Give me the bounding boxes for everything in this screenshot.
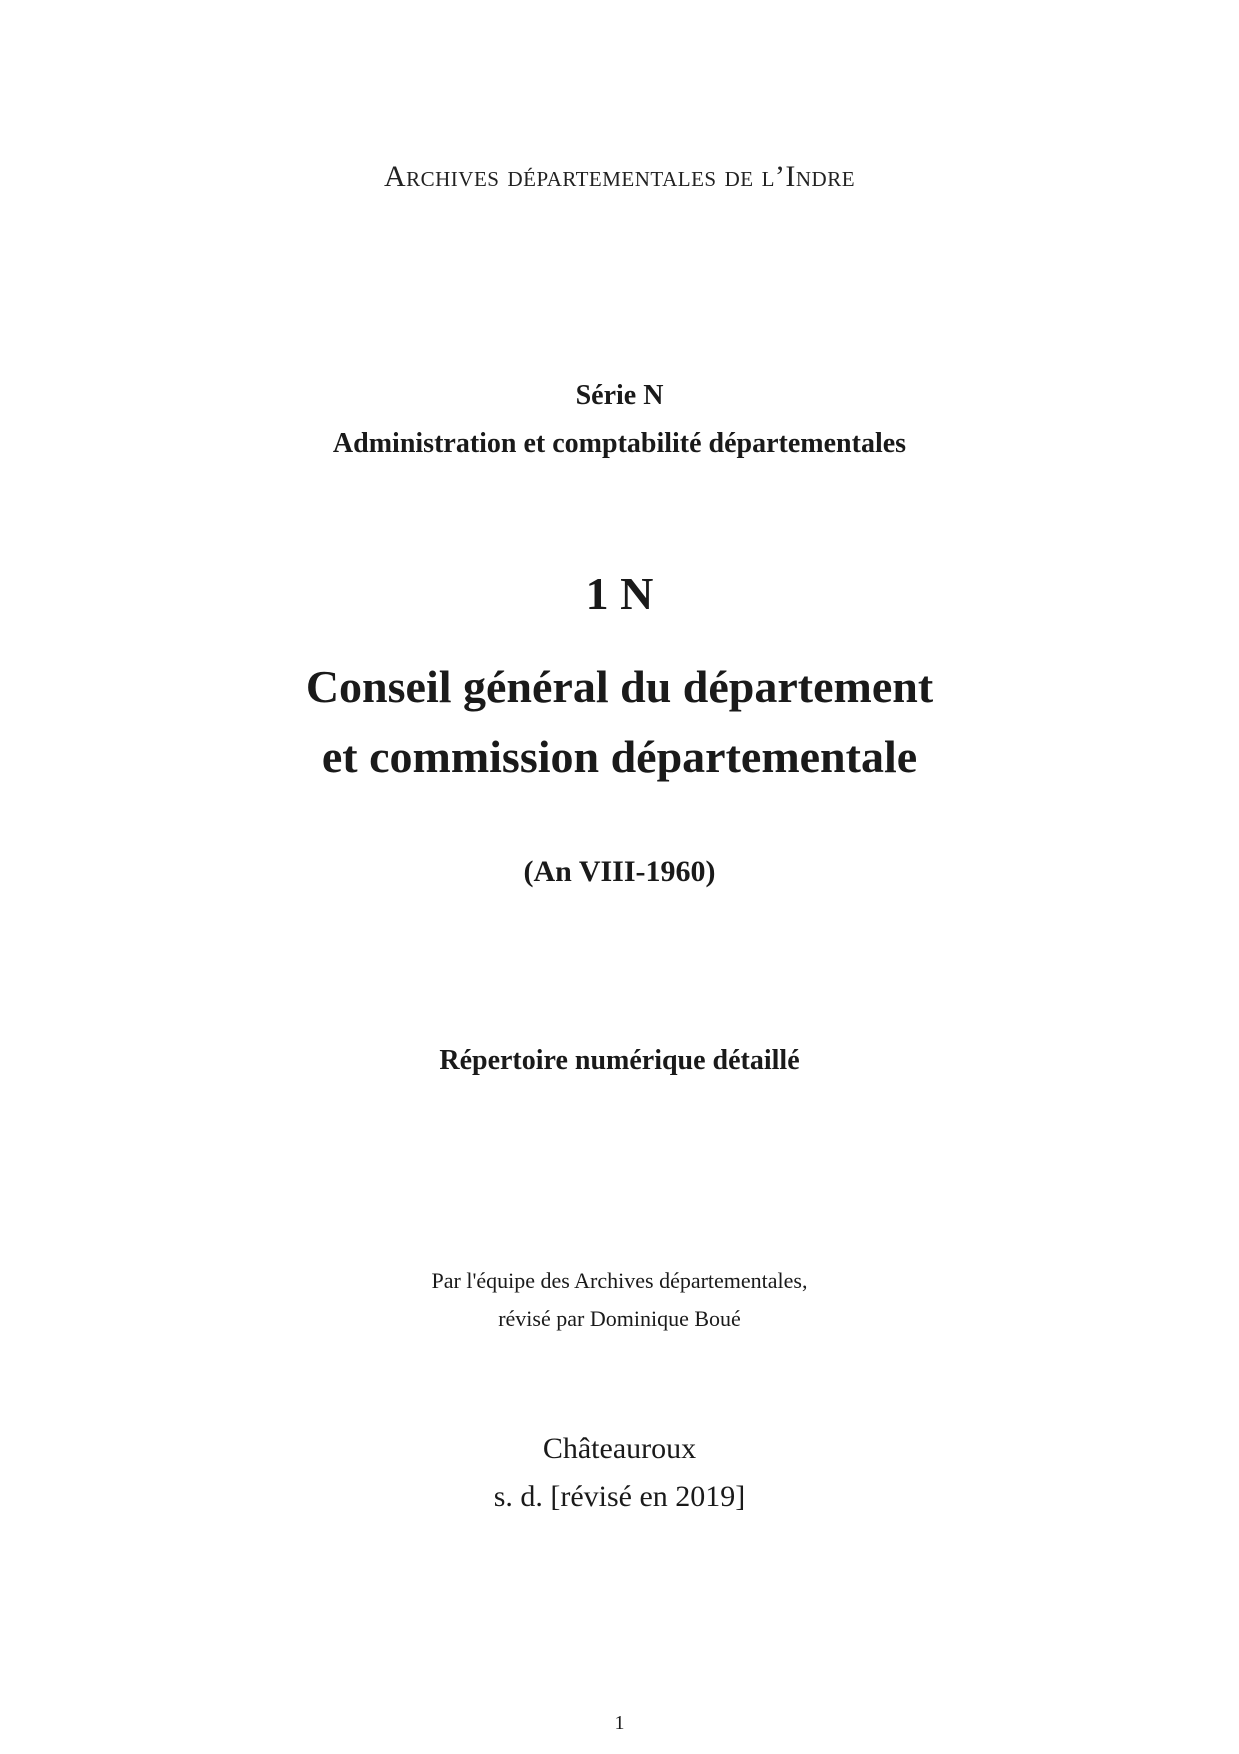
authors-line-2: révisé par Dominique Boué [498,1306,741,1331]
imprint-date: s. d. [révisé en 2019] [493,1480,746,1513]
fonds-code: 1 N [585,568,654,619]
archive-header: Archives départementales de l’Indre [383,160,856,193]
page-number: 1 [614,1712,625,1734]
fonds-title-line-2: et commission départementale [321,731,918,782]
fonds-dates: (An VIII-1960) [523,855,716,888]
imprint-place: Châteauroux [542,1432,697,1465]
serie-subtitle: Administration et comptabilité départementales [332,428,907,459]
instrument-type: Répertoire numérique détaillé [439,1045,800,1076]
authors-line-1: Par l'équipe des Archives départementales, [431,1268,808,1293]
fonds-title-line-1: Conseil général du département [305,661,934,712]
serie-label: Série N [575,380,664,411]
